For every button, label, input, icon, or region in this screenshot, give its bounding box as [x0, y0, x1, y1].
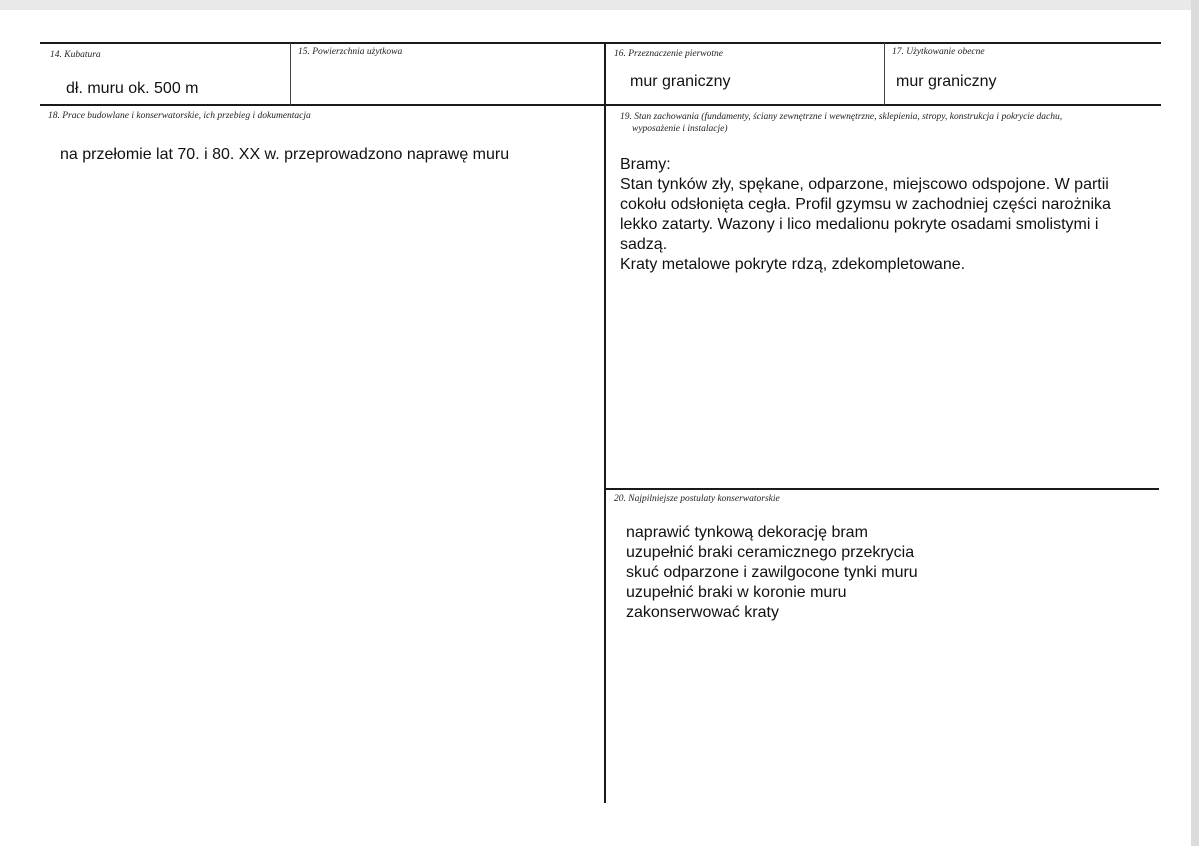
- field-16-label: 16. Przeznaczenie pierwotne: [614, 49, 723, 59]
- field-20-line: skuć odparzone i zawilgocone tynki muru: [626, 564, 918, 581]
- col-divider-16-17: [884, 43, 885, 105]
- field-14-value: dł. muru ok. 500 m: [66, 80, 199, 97]
- field-19-line: lekko zatarty. Wazony i lico medalionu pokryte osadami smolistymi i: [620, 216, 1099, 233]
- field-19-text: [620, 155, 1111, 275]
- field-14-label: 14. Kubatura: [50, 50, 101, 60]
- field-20-text: [626, 523, 918, 623]
- col-divider-main: [604, 43, 606, 803]
- field-19-line: Kraty metalowe pokryte rdzą, zdekompletowane.: [620, 256, 966, 273]
- field-20-label: 20. Najpilniejsze postulaty konserwatorskie: [614, 494, 780, 504]
- field-18-value: na przełomie lat 70. i 80. XX w. przeprowadzono naprawę muru: [60, 146, 510, 163]
- field-19-line: Stan tynków zły, spękane, odparzone, miejscowo odspojone. W partii: [620, 176, 1109, 193]
- field-19-line: Bramy:: [620, 156, 671, 173]
- field-20-line: uzupełnić braki w koronie muru: [626, 584, 847, 601]
- row-divider-20: [604, 488, 1159, 490]
- row-divider-18-19: [40, 104, 1161, 106]
- page-edge-right: [1191, 0, 1199, 846]
- field-15-label: 15. Powierzchnia użytkowa: [298, 47, 403, 57]
- field-17-label: 17. Użytkowanie obecne: [892, 47, 985, 57]
- field-19-line: sadzą.: [620, 236, 668, 253]
- field-19-line: cokołu odsłonięta cegła. Profil gzymsu w zachodniej części narożnika: [620, 196, 1111, 213]
- field-20-line: zakonserwować kraty: [626, 604, 779, 621]
- field-16-value: mur graniczny: [630, 73, 731, 90]
- form-top-border: [40, 42, 1161, 44]
- field-19-label-line-2: wyposażenie i instalacje): [632, 124, 728, 134]
- field-19-label-line-1: 19. Stan zachowania (fundamenty, ściany zewnętrzne i wewnętrzne, sklepienia, stropy, konstrukcja i pokrycie dachu,: [620, 112, 1063, 122]
- field-20-line: naprawić tynkową dekorację bram: [626, 524, 868, 541]
- field-20-line: uzupełnić braki ceramicznego przekrycia: [626, 544, 915, 561]
- field-18-label: 18. Prace budowlane i konserwatorskie, ich przebieg i dokumentacja: [48, 111, 311, 121]
- field-17-value: mur graniczny: [896, 73, 997, 90]
- form-sheet: [0, 10, 1191, 846]
- col-divider-14-15: [290, 43, 291, 105]
